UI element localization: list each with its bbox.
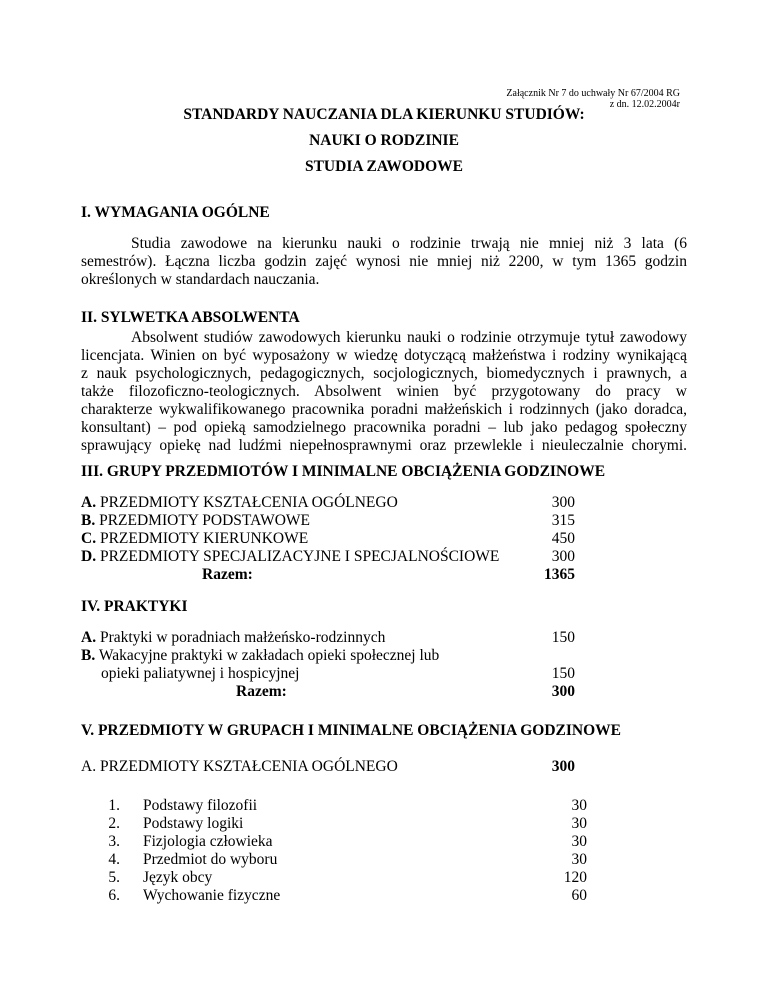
total-hours: 300	[551, 683, 575, 700]
group-key: C.	[81, 530, 97, 547]
group-label: PRZEDMIOTY SPECJALIZACYJNE I SPECJALNOŚCIOWE	[96, 548, 500, 565]
section-paragraph	[81, 329, 687, 455]
item-number: 2.	[108, 815, 120, 832]
group-hours: 300	[551, 548, 575, 565]
subject-group-row	[81, 548, 686, 566]
item-name: Fizjologia człowieka	[143, 833, 273, 850]
paragraph-line: Absolwent studiów zawodowych kierunku nauki o rodzinie otrzymuje tytuł zawodowy	[131, 329, 687, 346]
group-hours: 300	[551, 494, 575, 511]
attachment-note-line1: Załącznik Nr 7 do uchwały Nr 67/2004 RG	[506, 88, 680, 99]
practice-total-row	[81, 683, 686, 701]
item-hours: 30	[571, 833, 587, 850]
item-number: 1.	[108, 797, 120, 814]
subject-list-item	[100, 797, 587, 815]
practice-label: Wakacyjne praktyki w zakładach opieki społecznej lub	[95, 647, 440, 664]
paragraph-line: określonych w standardach nauczania.	[81, 271, 320, 288]
practice-label: Praktyki w poradniach małżeńsko-rodzinnych	[96, 629, 386, 646]
item-name: Język obcy	[143, 869, 213, 886]
item-number: 3.	[108, 833, 120, 850]
section-heading: IV. PRAKTYKI	[81, 598, 188, 615]
practice-row-continuation	[81, 665, 686, 683]
practice-hours: 150	[551, 629, 575, 646]
group-hours: 300	[551, 758, 575, 775]
group-hours: 315	[551, 512, 575, 529]
subject-group-row	[81, 530, 686, 548]
total-label: Razem:	[236, 683, 287, 700]
study-type-title: STUDIA ZAWODOWE	[304, 158, 464, 175]
practice-row	[81, 647, 686, 665]
paragraph-line: semestrów). Łączna liczba godzin zajęć wynosi nie mniej niż 2200, w tym 1365 godzin	[81, 253, 687, 270]
item-name: Podstawy filozofii	[143, 797, 258, 814]
item-number: 6.	[108, 887, 120, 904]
group-label: PRZEDMIOTY PODSTAWOWE	[95, 512, 311, 529]
section-heading: III. GRUPY PRZEDMIOTÓW I MINIMALNE OBCIĄŻENIA GODZINOWE	[81, 463, 606, 480]
section-heading: V. PRZEDMIOTY W GRUPACH I MINIMALNE OBCIĄŻENIA GODZINOWE	[81, 722, 621, 739]
item-hours: 30	[571, 851, 587, 868]
subject-list-item	[100, 815, 587, 833]
item-hours: 60	[571, 887, 587, 904]
subject-list-item	[100, 833, 587, 851]
group-key: B.	[81, 512, 96, 529]
subject-list-item	[100, 887, 587, 905]
item-name: Podstawy logiki	[143, 815, 244, 832]
paragraph-line: z nauk psychologicznych, pedagogicznych, socjologicznych, biomedycznych i prawnych, a	[81, 365, 687, 382]
paragraph-line: sprawujący opiekę nad ludźmi niepełnosprawnymi oraz przewlekle i nieuleczalnie chorymi.	[81, 437, 687, 454]
group-key: D.	[81, 548, 97, 565]
paragraph-line: charakterze wykwalifikowanego pracownika poradni małżeńskich i rodzinnych (jako doradca,	[81, 401, 687, 418]
item-hours: 30	[571, 815, 587, 832]
subject-group-row	[81, 494, 686, 512]
section-heading: I. WYMAGANIA OGÓLNE	[81, 204, 270, 221]
paragraph-line: Studia zawodowe na kierunku nauki o rodzinie trwają nie mniej niż 3 lata (6	[131, 235, 687, 252]
field-of-study-title: NAUKI O RODZINIE	[309, 132, 459, 149]
group-label: A. PRZEDMIOTY KSZTAŁCENIA OGÓLNEGO	[81, 758, 398, 775]
item-name: Przedmiot do wyboru	[143, 851, 278, 868]
item-hours: 120	[563, 869, 587, 886]
document-title: STANDARDY NAUCZANIA DLA KIERUNKU STUDIÓW:	[183, 106, 585, 123]
paragraph-line: także filozoficzno-teologicznych. Absolwent winien być przygotowany do pracy w	[81, 383, 687, 400]
group-hours: 450	[551, 530, 575, 547]
item-hours: 30	[571, 797, 587, 814]
subject-list-item	[100, 869, 587, 887]
section-paragraph	[81, 235, 687, 289]
group-label: PRZEDMIOTY KIERUNKOWE	[96, 530, 309, 547]
item-number: 4.	[108, 851, 120, 868]
groups-total-row	[81, 566, 686, 584]
paragraph-line: konsultant) – pod opieką samodzielnego pracownika poradni – lub jako pedagog społeczny	[81, 419, 687, 436]
subject-list-item	[100, 851, 587, 869]
total-hours: 1365	[544, 566, 575, 583]
item-name: Wychowanie fizyczne	[143, 887, 281, 904]
practice-key: A.	[81, 629, 97, 646]
practice-hours: 150	[551, 665, 575, 682]
subject-group-header-row	[81, 758, 686, 776]
paragraph-line: licencjata. Winien on być wyposażony w wiedzę dotyczącą małżeństwa i rodziny wynikającą	[81, 347, 687, 364]
group-label: PRZEDMIOTY KSZTAŁCENIA OGÓLNEGO	[96, 494, 398, 511]
subject-group-row	[81, 512, 686, 530]
attachment-note-line2: z dn. 12.02.2004r	[609, 99, 680, 110]
item-number: 5.	[108, 869, 120, 886]
group-key: A.	[81, 494, 97, 511]
practice-label: opieki paliatywnej i hospicyjnej	[101, 665, 300, 682]
section-heading: II. SYLWETKA ABSOLWENTA	[81, 309, 300, 326]
practice-key: B.	[81, 647, 96, 664]
total-label: Razem:	[202, 566, 253, 583]
practice-row	[81, 629, 686, 647]
